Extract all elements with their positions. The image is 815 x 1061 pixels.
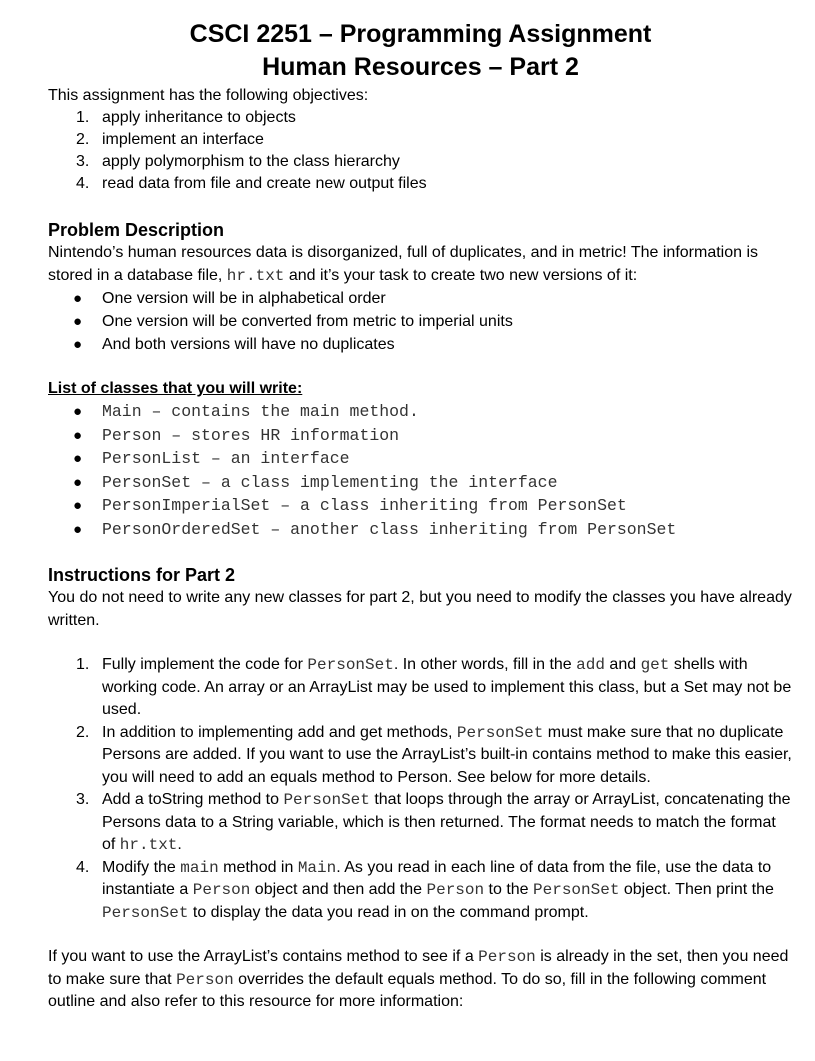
title-line-2: Human Resources – Part 2 <box>262 53 579 81</box>
text-run: must make sure that no duplicate Persons are added. If you want to use the ArrayList’s built-in contains method to make this easier, you will need to add an equals method to Person. See below for more details. <box>102 723 792 786</box>
classes-heading: List of classes that you will write: <box>48 380 303 397</box>
objective-item: 2. implement an interface <box>76 131 264 148</box>
code-term: PersonSet <box>307 656 394 674</box>
text-run: If you want to use the ArrayList’s contains method to see if a <box>48 948 479 965</box>
instructions-heading: Instructions for Part 2 <box>48 565 236 585</box>
bullet-item: ● One version will be converted from metric to imperial units <box>73 313 513 330</box>
problem-text: Nintendo’s human resources data is disorganized, full of duplicates, and in metric! The information is stored in a database file, hr.txt and it’s your task to create two new versions of it: <box>48 244 759 285</box>
instruction-item: 2. In addition to implementing add and get methods, PersonSet must make sure that no duplicate Persons are added. If you want to use the ArrayList’s built-in contains method to make this easier, you will need to add an equals method to Person. See below for more details. <box>76 723 792 786</box>
document-page <box>48 18 793 1014</box>
code-term: get <box>640 656 670 674</box>
bullet-item: ● And both versions will have no duplicates <box>73 336 395 353</box>
closing-paragraph <box>48 946 793 1014</box>
text-run: Modify the <box>102 858 181 876</box>
file-name: hr.txt <box>226 266 285 285</box>
title-line-1: CSCI 2251 – Programming Assignment <box>189 20 652 48</box>
class-item: ● Person – stores HR information <box>73 425 400 445</box>
code-term: main <box>180 858 219 877</box>
objectives-intro: This assignment has the following objectives: <box>48 87 369 104</box>
instruction-item: 3. Add a toString method to PersonSet that loops through the array or ArrayList, concatenating the Persons data to a String variable, which is then returned. The format needs to match the format of hr.txt. <box>76 791 791 854</box>
text-run: . As you read in each line of data from the file, use the data to instantiate a <box>102 858 772 898</box>
text-run: In addition to implementing add and get methods, <box>102 723 457 741</box>
instructions-list <box>48 654 793 924</box>
code-term: hr.txt <box>119 836 178 854</box>
classes-list <box>48 400 793 541</box>
code-term: PersonSet <box>533 881 620 899</box>
text-run: to the <box>484 881 534 898</box>
problem-bullets <box>48 287 793 356</box>
code-term: PersonSet <box>456 723 544 742</box>
class-item: ● PersonImperialSet – a class inheriting from PersonSet <box>73 496 627 515</box>
class-item: ● PersonSet – a class implementing the interface <box>73 472 558 492</box>
problem-heading: Problem Description <box>48 220 225 240</box>
text-run: and <box>604 656 641 673</box>
instruction-item: 4. Modify the main method in Main. As you read in each line of data from the file, use the data to instantiate a Person object and then add the Person to the PersonSet object. Then print the PersonSet to display the data you read in on the command prompt. <box>76 858 774 922</box>
code-term: add <box>576 656 605 674</box>
text-run: Fully implement the code for <box>102 656 308 673</box>
instructions-intro: You do not need to write any new classes for part 2, but you need to modify the classes you have already written. <box>48 589 792 629</box>
text-run: shells with working code. An array or an ArrayList may be used to implement this class, but a Set may not be used. <box>102 656 792 718</box>
document-title <box>48 18 793 84</box>
text-run: . <box>177 836 182 853</box>
objective-item: 1. apply inheritance to objects <box>76 109 296 126</box>
text-run: method in <box>218 858 298 876</box>
code-term: Person <box>426 881 485 899</box>
class-item: ● Main – contains the main method. <box>73 402 419 421</box>
text-run: . In other words, fill in the <box>393 656 577 673</box>
code-term: Person <box>478 948 536 966</box>
text-run: that loops through the array or ArrayList, concatenating the Persons data to a String variable, which is then returned. The format needs to match the format of <box>102 791 791 853</box>
code-term: Main <box>297 858 337 877</box>
instruction-item: 1. Fully implement the code for PersonSet. In other words, fill in the add and get shells with working code. An array or an ArrayList may be used to implement this class, but a Set may not be used. <box>76 656 792 718</box>
objective-item: 3. apply polymorphism to the class hierarchy <box>76 153 400 170</box>
code-term: Person <box>192 881 251 899</box>
text-run: to display the data you read in on the command prompt. <box>188 903 589 921</box>
code-term: Person <box>176 970 234 989</box>
class-item: ● PersonOrderedSet – another class inheriting from PersonSet <box>73 519 677 539</box>
text-run: overrides the default equals method. To do so, fill in the following comment outline and also refer to this resource for more information: <box>48 970 767 1010</box>
objectives-list <box>48 107 793 195</box>
objective-item: 4. read data from file and create new output files <box>76 175 427 192</box>
code-term: PersonSet <box>283 791 370 809</box>
text-run: Add a toString method to <box>102 791 284 808</box>
text-run: is already in the set, then you need to make sure that <box>48 948 789 988</box>
bullet-item: ● One version will be in alphabetical order <box>73 290 386 307</box>
code-term: PersonSet <box>102 903 189 922</box>
class-item: ● PersonList – an interface <box>73 449 350 468</box>
text-run: object. Then print the <box>619 881 774 898</box>
text-run: object and then add the <box>250 881 427 898</box>
